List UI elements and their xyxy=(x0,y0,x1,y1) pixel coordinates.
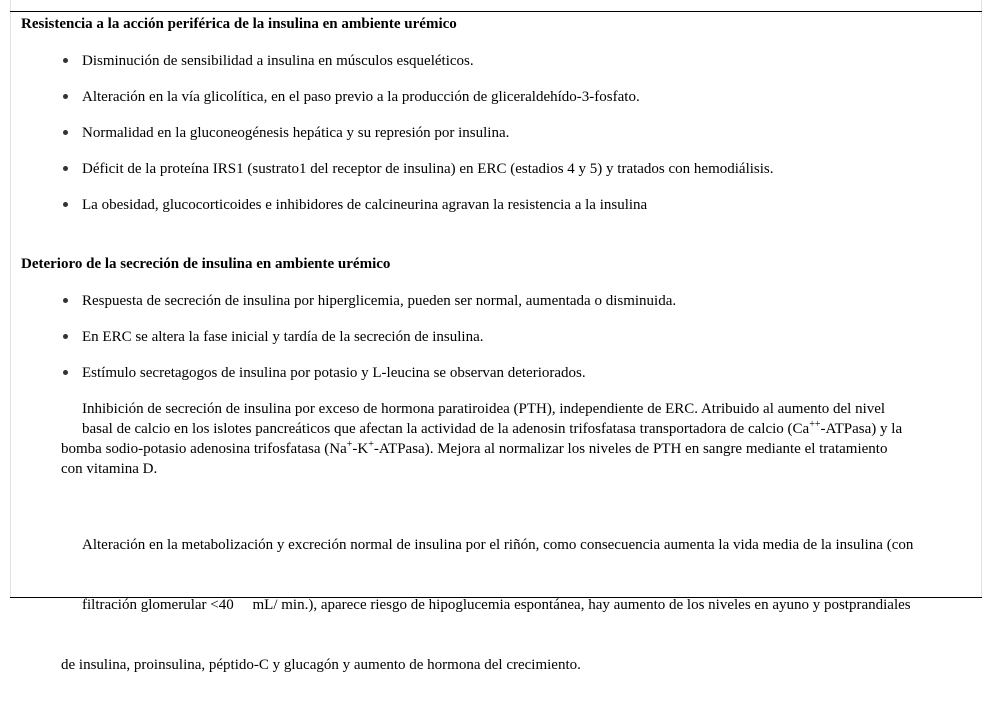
list-item-pth: Inhibición de secreción de insulina por exceso de hormona paratiroidea (PTH), independiente de ERC. Atribuido al aumento del nivel basal de calcio en los islotes pancreáticos que afectan la actividad de la adenosin trifosfatasa transportadora de calcio (Ca++-ATPasa) y la bomba sodio-potasio adenosina trifosfatasa (Na+-K+-ATPasa). Mejora al normalizar los niveles de PTH en sangre mediante el tratamiento con vitamina D. xyxy=(61,401,903,477)
bullet-icon xyxy=(61,159,82,179)
bullet-icon xyxy=(61,51,82,71)
list-item: Estímulo secretagogos de insulina por potasio y L-leucina se observan deteriorados. xyxy=(21,363,586,383)
list-item: Normalidad en la gluconeogénesis hepática y su represión por insulina. xyxy=(21,123,509,143)
section-title-resistencia: Resistencia a la acción periférica de la insulina en ambiente urémico xyxy=(21,16,457,32)
section-title-deterioro: Deterioro de la secreción de insulina en ambiente urémico xyxy=(21,256,391,272)
list-item: En ERC se altera la fase inicial y tardía de la secreción de insulina. xyxy=(21,327,484,347)
list-item: Alteración en la vía glicolítica, en el paso previo a la producción de gliceraldehído-3-fosfato. xyxy=(21,87,640,107)
list-item: Disminución de sensibilidad a insulina en músculos esqueléticos. xyxy=(21,51,474,71)
bullet-icon xyxy=(61,195,82,215)
list-item: Déficit de la proteína IRS1 (sustrato1 del receptor de insulina) en ERC (estadios 4 y 5) y tratados con hemodiálisis. xyxy=(21,159,774,179)
bullet-icon xyxy=(61,363,82,383)
bullet-icon xyxy=(61,327,82,347)
list-item: La obesidad, glucocorticoides e inhibidores de calcineurina agravan la resistencia a la insulina xyxy=(21,195,647,215)
list-item-renal: Alteración en la metabolización y excreción normal de insulina por el riñón, como consecuencia aumenta la vida media de la insulina (con filtración glomerular <40 mL/ min.), aparece riesgo de hipoglucemia espontánea, hay aumento de los niveles en ayuno y postprandiales de insulina, proinsulina, péptido-C y glucagón y aumento de hormona del crecimiento. xyxy=(61,537,914,673)
list-item: Respuesta de secreción de insulina por hiperglicemia, pueden ser normal, aumentada o disminuida. xyxy=(21,291,676,311)
bullet-icon xyxy=(61,123,82,143)
bullet-icon xyxy=(61,87,82,107)
top-rule xyxy=(10,11,982,12)
bullet-icon xyxy=(61,291,82,311)
